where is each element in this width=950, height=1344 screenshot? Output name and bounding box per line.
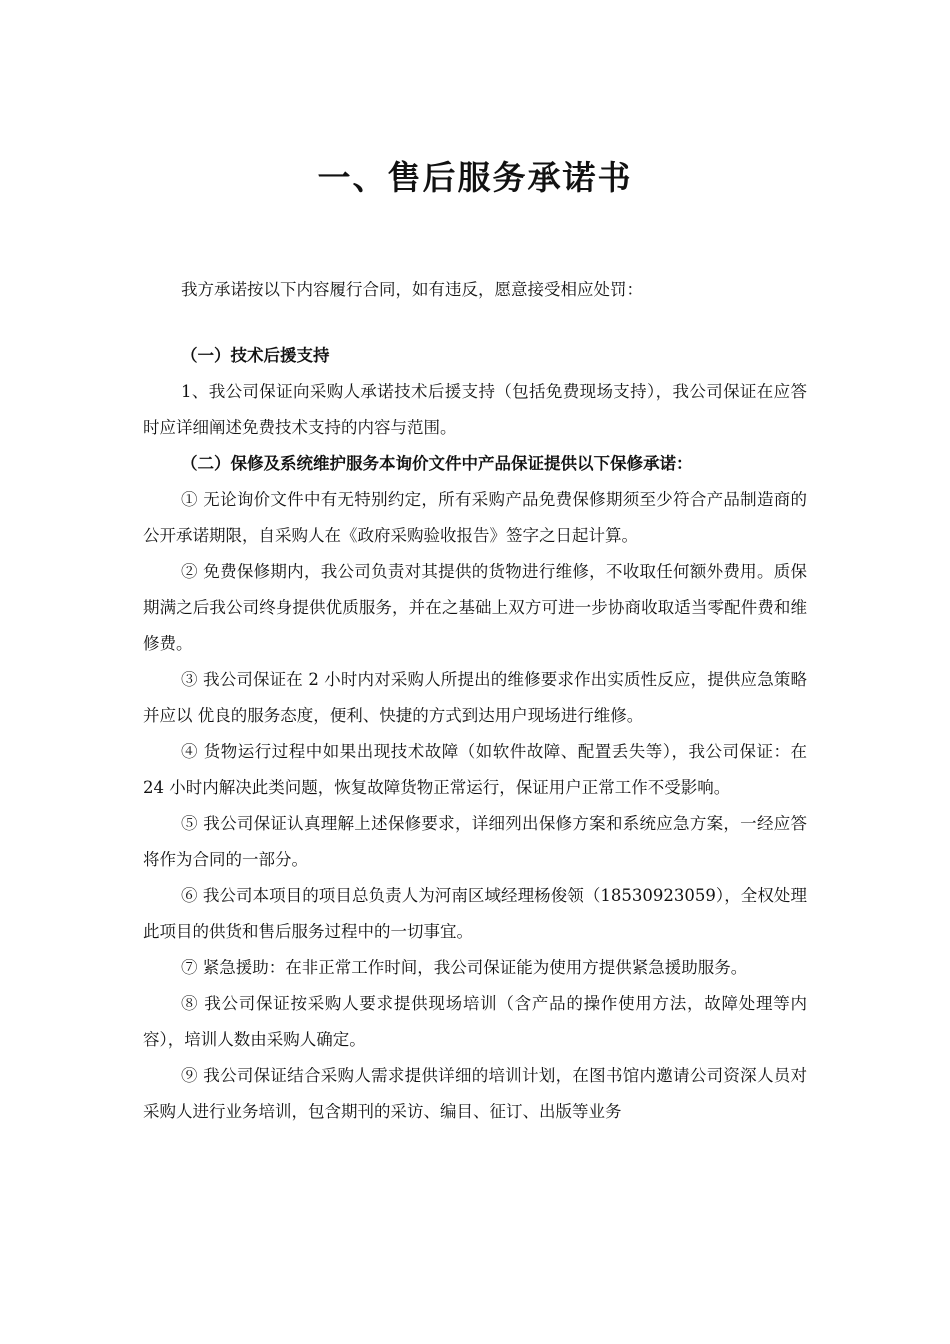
- warranty-item-6: ⑥ 我公司本项目的项目总负责人为河南区域经理杨俊领（18530923059），全权处理此项目的供货和售后服务过程中的一切事宜。: [143, 886, 807, 941]
- warranty-item-8: ⑧ 我公司保证按采购人要求提供现场培训（含产品的操作使用方法，故障处理等内容），培训人数由采购人确定。: [143, 994, 807, 1049]
- warranty-item-5: ⑤ 我公司保证认真理解上述保修要求，详细列出保修方案和系统应急方案，一经应答将作为合同的一部分。: [143, 814, 807, 869]
- intro-paragraph: 我方承诺按以下内容履行合同，如有违反，愿意接受相应处罚：: [181, 280, 643, 299]
- page-title: 一、售后服务承诺书: [317, 158, 633, 197]
- warranty-item-2: ② 免费保修期内，我公司负责对其提供的货物进行维修，不收取任何额外费用。质保期满之后我公司终身提供优质服务，并在之基础上双方可进一步协商收取适当零配件费和维修费。: [143, 562, 807, 653]
- warranty-item-3: ③ 我公司保证在 2 小时内对采购人所提出的维修要求作出实质性反应，提供应急策略并应以 优良的服务态度，便利、快捷的方式到达用户现场进行维修。: [143, 670, 807, 725]
- warranty-item-4: ④ 货物运行过程中如果出现技术故障（如软件故障、配置丢失等），我公司保证：在 24 小时内解决此类问题，恢复故障货物正常运行，保证用户正常工作不受影响。: [143, 742, 807, 797]
- warranty-item-9: ⑨ 我公司保证结合采购人需求提供详细的培训计划，在图书馆内邀请公司资深人员对采购人进行业务培训，包含期刊的采访、编目、征订、出版等业务: [143, 1066, 807, 1121]
- section-heading-technical-support: （一）技术后援支持: [181, 346, 330, 365]
- section-heading-warranty: （二）保修及系统维护服务本询价文件中产品保证提供以下保修承诺：: [181, 454, 693, 473]
- warranty-item-1: ① 无论询价文件中有无特别约定，所有采购产品免费保修期须至少符合产品制造商的公开承诺期限，自采购人在《政府采购验收报告》签字之日起计算。: [143, 490, 807, 545]
- document-body: [143, 272, 807, 1130]
- warranty-item-7: ⑦ 紧急援助：在非正常工作时间，我公司保证能为使用方提供紧急援助服务。: [181, 958, 748, 977]
- paragraph-technical-support: 1、我公司保证向采购人承诺技术后援支持（包括免费现场支持），我公司保证在应答时应详细阐述免费技术支持的内容与范围。: [143, 382, 807, 437]
